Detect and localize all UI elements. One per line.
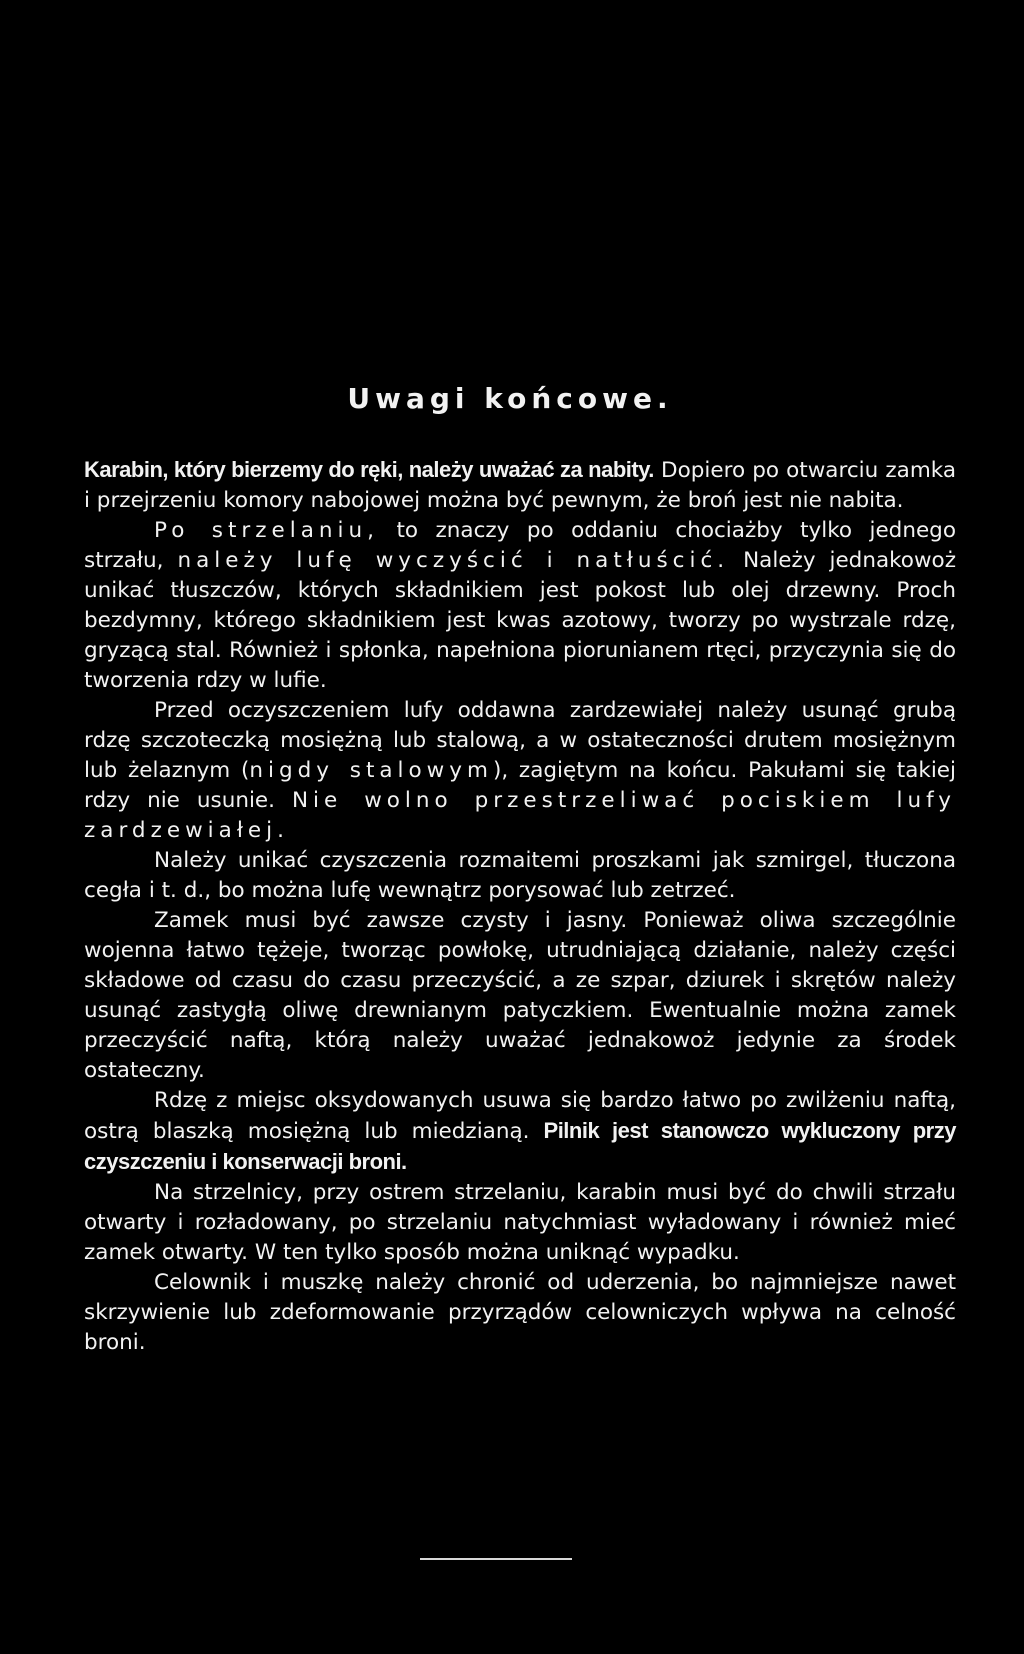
paragraph-text: Zamek musi być zawsze czysty i jasny. Ponieważ oliwa szczególnie wojenna łatwo tężeje, tworząc powłokę, utrudniającą działanie, należy części składowe od czasu do czasu przeczyścić, a ze szpar, dziurek i skrętów należy usunąć zastygłą oliwę drewnianym patyczkiem. Ewentualnie można zamek przeczyścić naftą, którą należy uważać jednakowoż jedynie za środek ostateczny.	[84, 908, 956, 1083]
page-content	[84, 382, 956, 1358]
paragraph-text: Dopiero po otwarciu zamka i przejrzeniu komory nabojowej można być pewnym, że broń jest nie nabita.	[84, 458, 957, 513]
spaced-text: Nie wolno przestrzeliwać pociskiem lufy zardzewiałej.	[84, 788, 956, 843]
paragraph-loaded-rifle	[84, 455, 956, 516]
bold-warning-loaded: Karabin, który bierzemy do ręki, należy uważać za nabity.	[84, 457, 654, 482]
paragraph-powders	[84, 846, 956, 906]
paragraph-shooting-range	[84, 1178, 956, 1268]
paragraph-text: Celownik i muszkę należy chronić od uderzenia, bo najmniejsze nawet skrzywienie lub zdeformowanie przyrządów celowniczych wpływa na celność broni.	[84, 1270, 956, 1355]
paragraph-rust-removal	[84, 696, 956, 846]
paragraph-text: to znaczy po oddaniu chociażby tylko jednego strzału,	[84, 518, 956, 573]
spaced-text: nigdy stalowym	[249, 758, 493, 783]
page-title: Uwagi końcowe.	[347, 382, 673, 415]
paragraph-text: Należy unikać czyszczenia rozmaitemi proszkami jak szmirgel, tłuczona cegła i t. d., bo można lufę wewnątrz porysować lub zetrzeć.	[84, 848, 956, 903]
paragraph-text: Przed oczyszczeniem lufy oddawna zardzewiałej należy usunąć grubą rdzę szczoteczką mosiężną lub stalową, a w ostateczności drutem mosiężnym lub żelaznym (	[84, 698, 956, 783]
paragraph-text: Rdzę z miejsc oksydowanych usuwa się bardzo łatwo po zwilżeniu naftą, ostrą blaszką mosiężną lub miedzianą.	[84, 1088, 956, 1144]
paragraph-text: Na strzelnicy, przy ostrem strzelaniu, karabin musi być do chwili strzału otwarty i rozładowany, po strzelaniu natychmiast wyładowany i również mieć zamek otwarty. W ten tylko sposób można uniknąć wypadku.	[84, 1180, 956, 1265]
paragraph-after-shooting	[84, 516, 956, 696]
spaced-text: należy lufę wyczyścić i natłuścić.	[177, 548, 730, 573]
paragraph-sights	[84, 1268, 956, 1358]
spaced-text: Po strzelaniu,	[154, 518, 379, 543]
paragraph-bolt	[84, 906, 956, 1086]
paragraph-text: ), zagiętym na końcu. Pakułami się takiej rdzy nie usunie.	[84, 758, 957, 813]
paragraph-oxidized-rust	[84, 1086, 956, 1178]
end-divider	[420, 1558, 572, 1560]
paragraph-text: Należy jednakowoż unikać tłuszczów, których składnikiem jest pokost lub olej drzewny. Proch bezdymny, którego składnikiem jest kwas azotowy, tworzy po wystrzale rdzę, gryzącą stal. Również i spłonka, napełniona piorunianem rtęci, przyczynia się do tworzenia rdzy w lufie.	[84, 548, 956, 693]
bold-warning-file: Pilnik jest stanowczo wykluczony przy czyszczeniu i konserwacji broni.	[84, 1118, 956, 1174]
